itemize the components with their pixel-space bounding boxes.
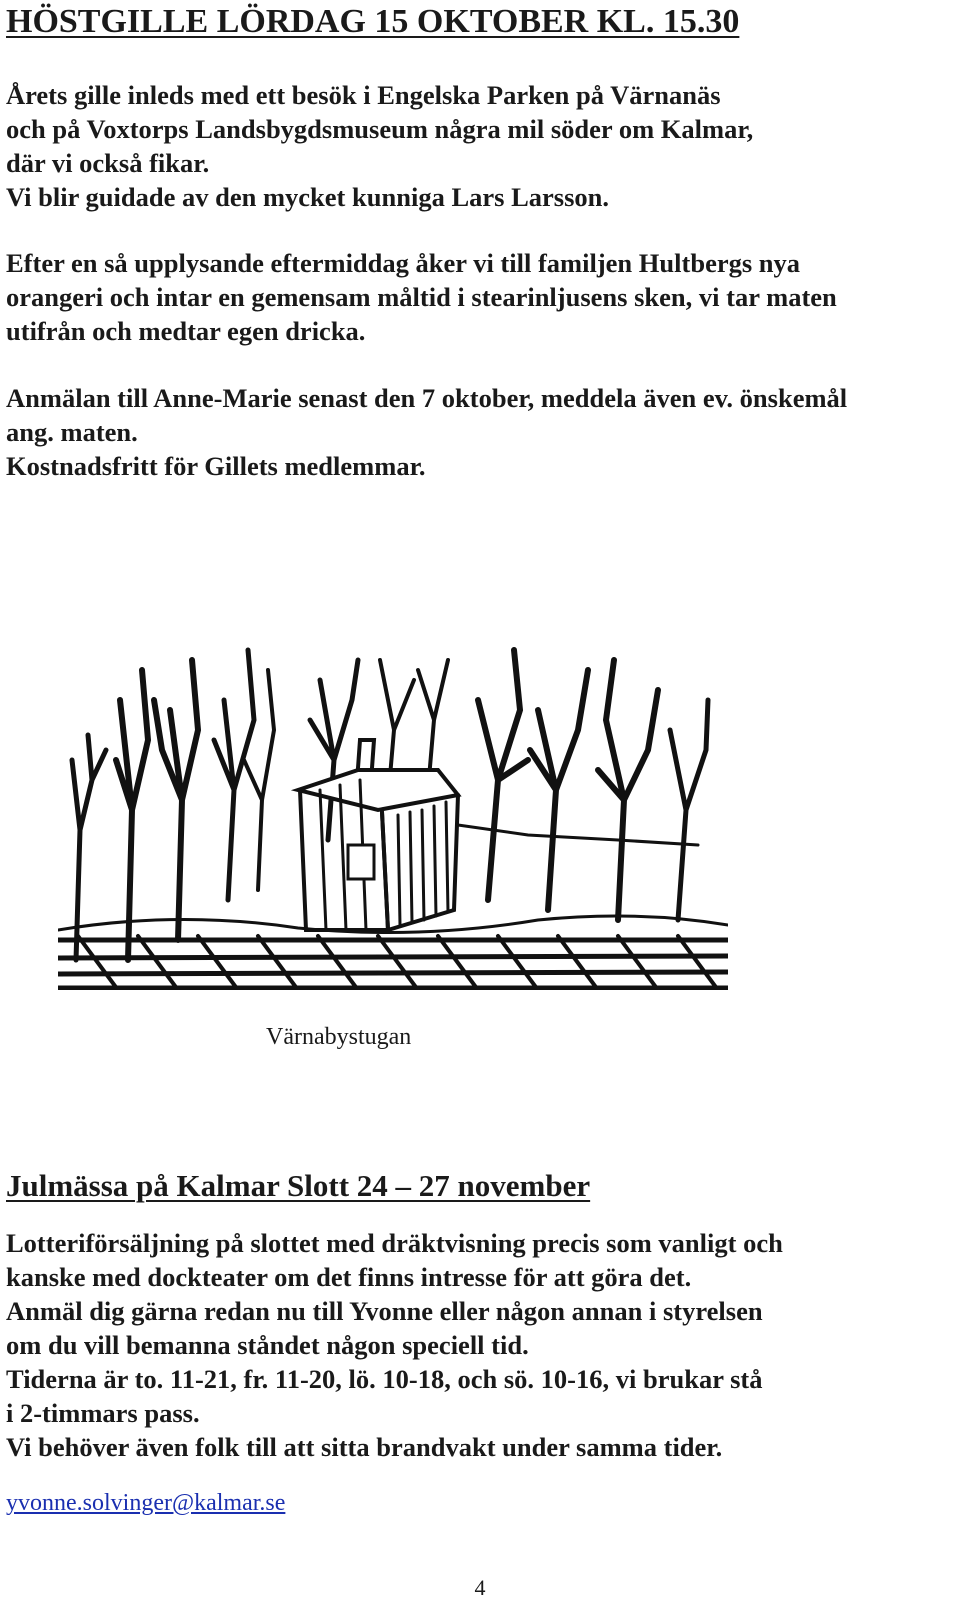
email-link[interactable]: yvonne.solvinger@kalmar.se xyxy=(6,1490,286,1516)
text-line: utifrån och medtar egen dricka. xyxy=(6,316,366,346)
page-number: 4 xyxy=(474,1575,486,1600)
christmas-fair-paragraph xyxy=(6,1226,956,1464)
text-line: Efter en så upplysande eftermiddag åker vi till familjen Hultbergs nya xyxy=(6,248,801,278)
text-line: Kostnadsfritt för Gillets medlemmar. xyxy=(6,451,426,481)
intro-paragraph xyxy=(6,78,956,214)
text-line: och på Voxtorps Landsbygdsmuseum några mil söder om Kalmar, xyxy=(6,114,754,144)
text-line: ang. maten. xyxy=(6,417,138,447)
text-line: Årets gille inleds med ett besök i Engelska Parken på Värnanäs xyxy=(6,80,721,110)
section-title: Julmässa på Kalmar Slott 24 – 27 november xyxy=(6,1168,591,1203)
text-line: Anmäl dig gärna redan nu till Yvonne eller någon annan i styrelsen xyxy=(6,1296,763,1326)
text-line: om du vill bemanna ståndet någon speciell tid. xyxy=(6,1330,529,1360)
text-line: Tiderna är to. 11-21, fr. 11-20, lö. 10-18, och sö. 10-16, vi brukar stå xyxy=(6,1364,763,1394)
illustration-caption: Värnabystugan xyxy=(266,1024,412,1050)
text-line: orangeri och intar en gemensam måltid i stearinljusens sken, vi tar maten xyxy=(6,282,837,312)
text-line: i 2-timmars pass. xyxy=(6,1398,200,1428)
text-line: Anmälan till Anne-Marie senast den 7 oktober, meddela även ev. önskemål xyxy=(6,383,848,413)
registration-paragraph xyxy=(6,381,956,483)
cottage-sketch-illustration xyxy=(58,640,728,990)
text-line: Vi blir guidade av den mycket kunniga Lars Larsson. xyxy=(6,182,609,212)
text-line: kanske med dockteater om det finns intresse för att göra det. xyxy=(6,1262,692,1292)
text-line: Vi behöver även folk till att sitta brandvakt under samma tider. xyxy=(6,1432,723,1462)
dinner-paragraph xyxy=(6,246,956,348)
text-line: där vi också fikar. xyxy=(6,148,210,178)
page-title: HÖSTGILLE LÖRDAG 15 OKTOBER KL. 15.30 xyxy=(6,3,740,40)
text-line: Lotteriförsäljning på slottet med dräktvisning precis som vanligt och xyxy=(6,1228,783,1258)
